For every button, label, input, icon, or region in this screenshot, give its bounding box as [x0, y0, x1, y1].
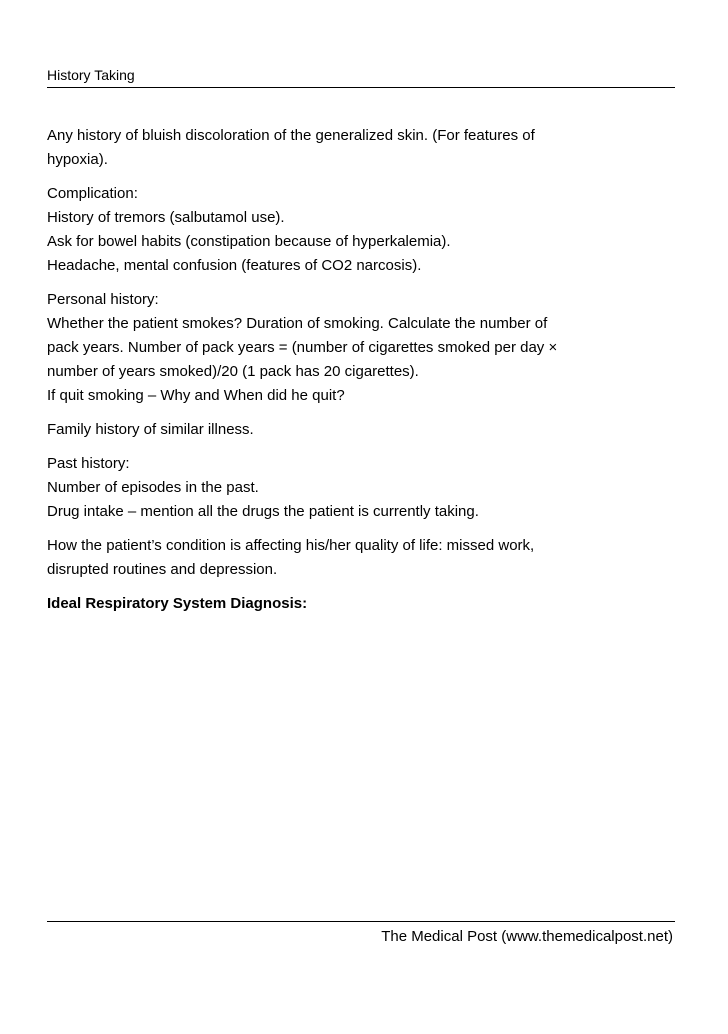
text-line: Number of episodes in the past.	[47, 479, 259, 496]
text-line: Ask for bowel habits (constipation because of hyperkalemia).	[47, 233, 451, 250]
paragraph-past-history	[47, 452, 675, 524]
text-line: Headache, mental confusion (features of CO2 narcosis).	[47, 257, 422, 274]
document-body	[47, 124, 675, 626]
paragraph-hypoxia	[47, 124, 675, 172]
paragraph-complication	[47, 182, 675, 278]
paragraph-diagnosis-heading	[47, 592, 675, 616]
section-heading-past-history: Past history:	[47, 455, 130, 472]
text-line: disrupted routines and depression.	[47, 561, 278, 578]
text-line: hypoxia).	[47, 151, 108, 168]
header-divider	[47, 87, 675, 88]
text-line: Any history of bluish discoloration of the generalized skin. (For features of	[47, 127, 535, 144]
text-line: How the patient’s condition is affecting his/her quality of life: missed work,	[47, 537, 535, 554]
text-line: number of years smoked)/20 (1 pack has 20 cigarettes).	[47, 363, 419, 380]
text-line: Whether the patient smokes? Duration of smoking. Calculate the number of	[47, 315, 548, 332]
text-line: pack years. Number of pack years = (number of cigarettes smoked per day ×	[47, 339, 558, 356]
text-line: Family history of similar illness.	[47, 421, 254, 438]
section-heading-complication: Complication:	[47, 185, 138, 202]
paragraph-personal-history	[47, 288, 675, 408]
text-line: History of tremors (salbutamol use).	[47, 209, 285, 226]
paragraph-quality-of-life	[47, 534, 675, 582]
page-header-title: History Taking	[47, 67, 135, 83]
page-footer-source: The Medical Post (www.themedicalpost.net)	[381, 928, 673, 945]
section-heading-diagnosis: Ideal Respiratory System Diagnosis:	[47, 595, 308, 612]
text-line: Drug intake – mention all the drugs the patient is currently taking.	[47, 503, 479, 520]
text-line: If quit smoking – Why and When did he quit?	[47, 387, 345, 404]
paragraph-family-history	[47, 418, 675, 442]
footer-divider	[47, 921, 675, 922]
section-heading-personal-history: Personal history:	[47, 291, 159, 308]
